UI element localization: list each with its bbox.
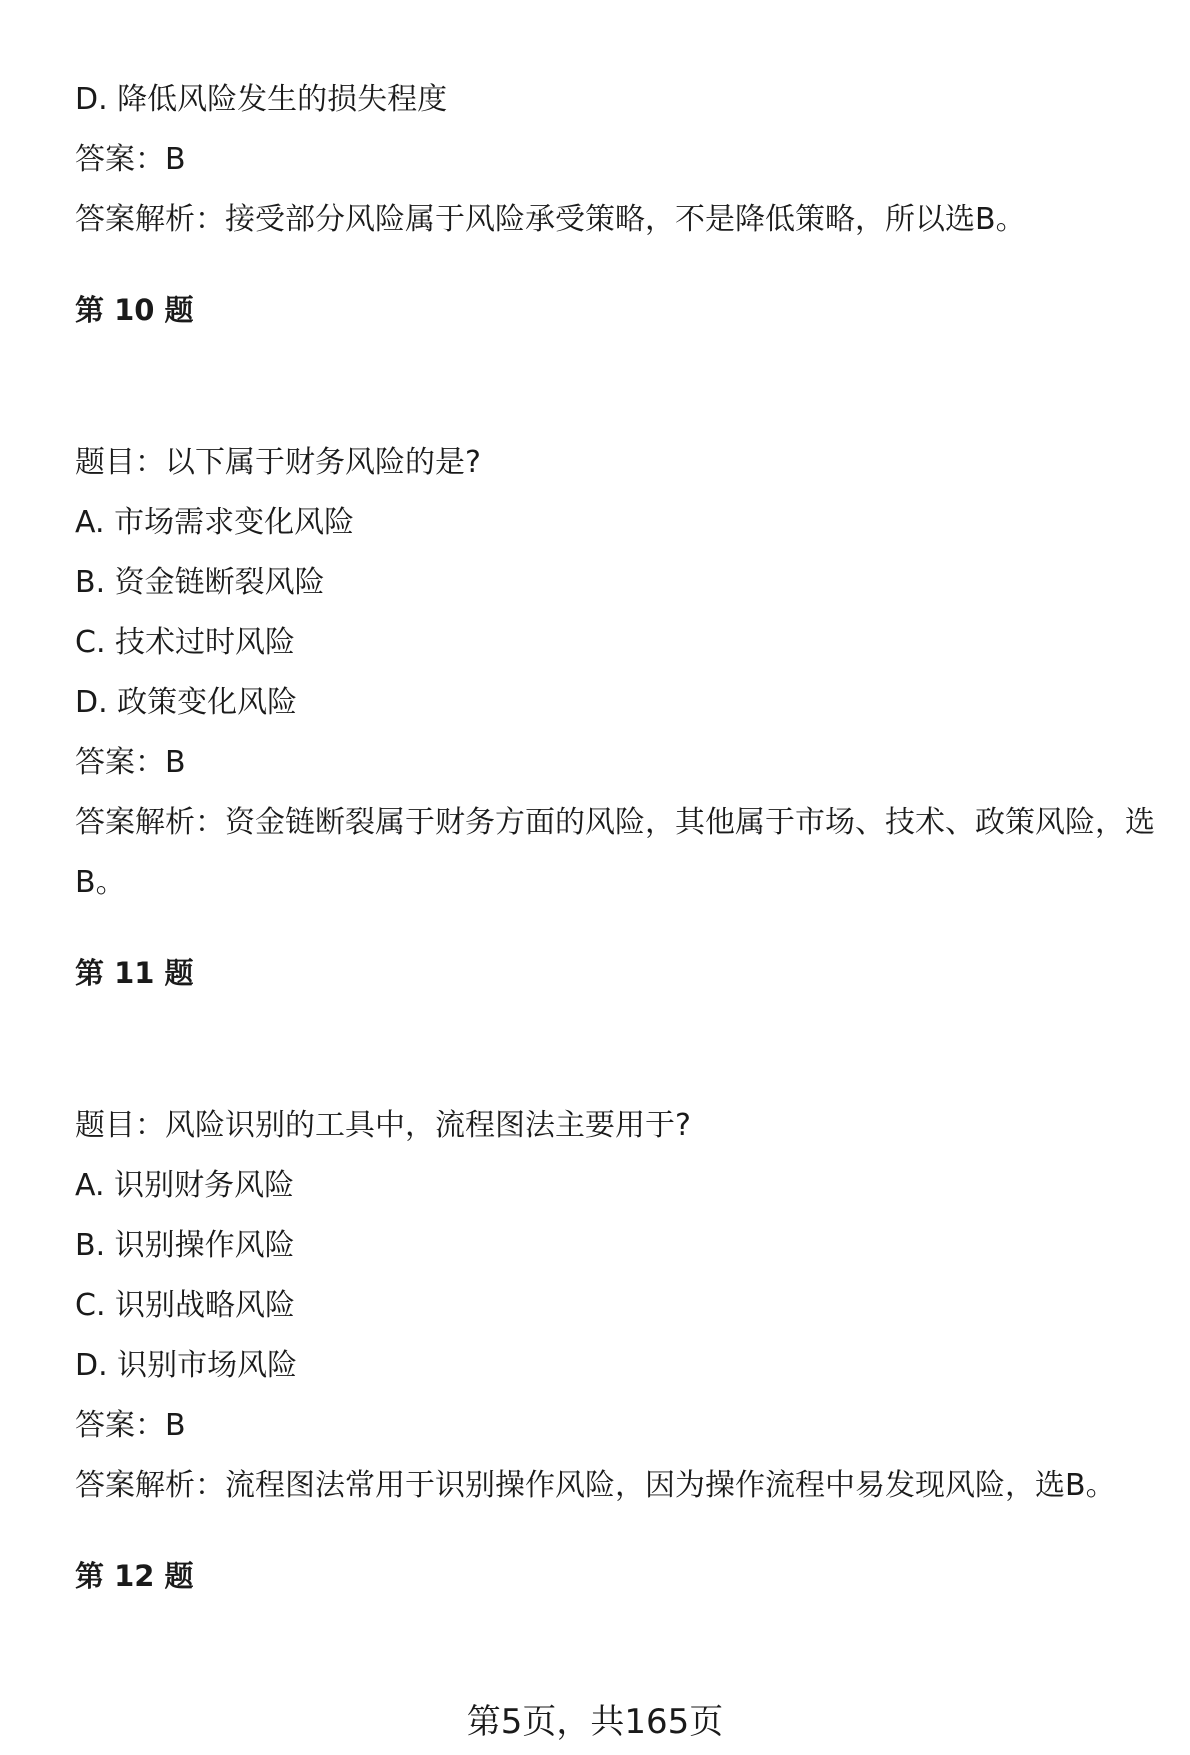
question-10-option-a: A. 市场需求变化风险	[75, 505, 355, 540]
question-11-answer: 答案：B	[75, 1408, 186, 1443]
page-footer: 第5页，共165页	[466, 1702, 724, 1742]
question-11-option-d: D. 识别市场风险	[75, 1348, 298, 1383]
question-10-option-b: B. 资金链断裂风险	[75, 565, 325, 600]
prev-explanation: 答案解析：接受部分风险属于风险承受策略，不是降低策略，所以选B。	[75, 202, 1026, 237]
question-11-explanation: 答案解析：流程图法常用于识别操作风险，因为操作流程中易发现风险，选B。	[75, 1468, 1116, 1503]
question-10-explanation: 答案解析：资金链断裂属于财务方面的风险，其他属于市场、技术、政策风险，选B。	[75, 805, 1155, 900]
question-10-heading: 第 10 题	[75, 293, 194, 327]
question-11-option-c: C. 识别战略风险	[75, 1288, 296, 1323]
prev-answer: 答案：B	[75, 142, 186, 177]
question-10-option-d: D. 政策变化风险	[75, 685, 298, 720]
prev-option-d: D. 降低风险发生的损失程度	[75, 82, 448, 117]
question-11-text: 题目：风险识别的工具中，流程图法主要用于?	[75, 1108, 691, 1143]
question-12-heading: 第 12 题	[75, 1559, 194, 1593]
question-10-text: 题目：以下属于财务风险的是?	[75, 445, 481, 480]
question-11-heading: 第 11 题	[75, 956, 194, 990]
question-11-option-b: B. 识别操作风险	[75, 1228, 295, 1263]
question-10-answer: 答案：B	[75, 745, 186, 780]
question-10-option-c: C. 技术过时风险	[75, 625, 296, 660]
question-11-option-a: A. 识别财务风险	[75, 1168, 295, 1203]
